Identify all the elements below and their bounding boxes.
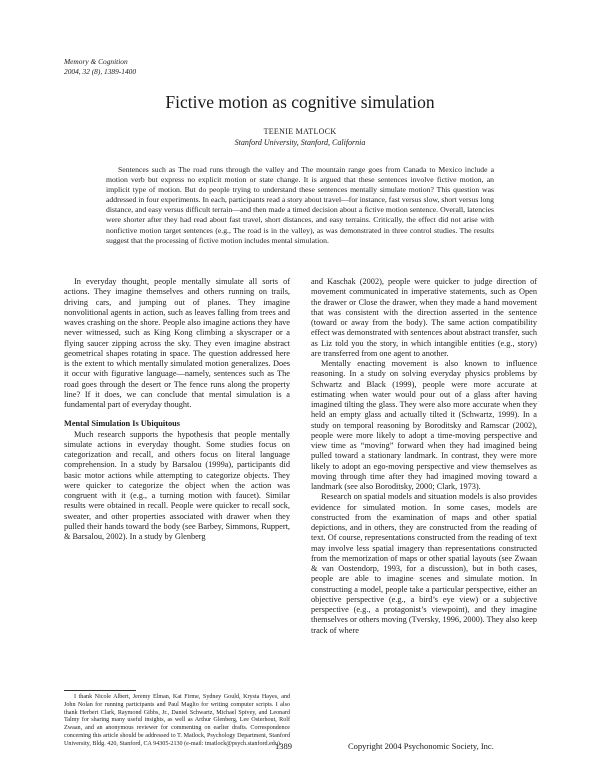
journal-header <box>64 57 136 76</box>
left-column <box>64 277 290 542</box>
intro-paragraph: In everyday thought, people mentally simulate all sorts of actions. They imagine themselves and others running on trails, driving cars, and jumping out of planes. They imagine nonvolitional agents in action, such as leaves falling from trees and waves crashing on the shore. People also imagine actions they have never witnessed, such as King Kong climbing a skyscraper or a flying saucer zipping across the sky. They even imagine abstract geometrical shapes rotating in space. The question addressed here is the extent to which mentally simulated motion generalizes. Does it occur with figurative language—namely, sentences such as The road goes through the desert or The fence runs along the property line? If it does, we can conclude that mental simulation is a fundamental part of everyday thought. <box>64 277 290 409</box>
author-affiliation: Stanford University, Stanford, California <box>234 138 366 147</box>
acknowledgments-footnote: I thank Nicole Albert, Jeremy Elman, Kat Firme, Sydney Gould, Krysta Hayes, and John Nolan for running participants and Paul Maglio for writing computer scripts. I also thank Herbert Clark, Raymond Gibbs, Jr., Daniel Schwartz, Michael Spivey, and Leonard Talmy for sharing many useful insights, as well as Arthur Glenberg, Lee Osterhout, Rolf Zwaan, and an anonymous reviewer for commenting on earlier drafts. Correspondence concerning this article should be addressed to T. Matlock, Psychology Department, Stanford University, Bldg. 420, Stanford, CA 94305-2130 (e-mail: tmatlock@psych.stanford.edu). <box>64 694 290 747</box>
journal-citation: 2004, 32 (8), 1389-1400 <box>64 66 137 76</box>
body-paragraph: and Kaschak (2002), people were quicker to judge direction of movement communicated in imperative statements, such as Open the drawer or Close the drawer, when they made a hand movement that was consistent with the direction asserted in the sentence (toward or away from the body). The same action compatibility effect was demonstrated with sentences about abstract transfer, such as Liz told you the story, in which intangible entities (e.g., story) are transferred from one agent to another. <box>311 277 537 358</box>
abstract: Sentences such as The road runs through the valley and The mountain range goes from Canada to Mexico include a motion verb but express no explicit motion or state change. It is argued that these sentences involve fictive motion, an implicit type of motion. But do people trying to understand these sentences mentally simulate motion? This question was addressed in four experiments. In each, participants read a story about travel—for instance, fast versus slow, short versus long distance, and easy versus difficult terrain—and then made a timed decision about a fictive motion sentence. Overall, latencies were shorter after they had read about fast travel, short distances, and easy terrains. Critically, the effect did not arise with nonfictive motion target sentences (e.g., The road is in the valley), as was demonstrated in three control studies. The results suggest that the processing of fictive motion includes mental simulation. <box>106 164 494 245</box>
author-name: TEENIE MATLOCK <box>263 127 337 136</box>
section-heading: Mental Simulation Is Ubiquitous <box>64 419 180 429</box>
page-number: 1389 <box>275 741 292 751</box>
footnote-rule <box>64 690 136 691</box>
copyright-notice: Copyright 2004 Psychonomic Society, Inc. <box>348 741 494 751</box>
body-paragraph: Research on spatial models and situation models is also provides evidence for simulated motion. In some cases, models are constructed from the examination of maps and other spatial depictions, and in others, they are constructed from the reading of text. Of course, representations constructed from the reading of text may involve less spatial imagery than representations constructed from the memorization of maps or other spatial layouts (see Zwaan & van Oostendorp, 1993, for a discussion), but in both cases, people are able to imagine scenes and simulate motion. In constructing a model, people take a particular perspective, either an objective perspective (e.g., a bird’s eye view) or a subjective perspective (e.g., a protagonist’s viewpoint), and they imagine themselves or others moving (Tversky, 1996, 2000). They also keep track of where <box>311 492 537 635</box>
body-paragraph: Mentally enacting movement is also known to influence reasoning. In a study on solving everyday physics problems by Schwartz and Black (1999), people were more accurate at estimating when water would pour out of a glass after having imagined tilting the glass. They were also more accurate when they held an empty glass and actually tilted it (Schwartz, 1999). In a study on temporal reasoning by Boroditsky and Ramscar (2002), people were more likely to adopt a time-moving perspective and view time as “moving” forward when they had imagined being pulled toward a stationary landmark. In contrast, they were more likely to adopt an ego-moving perspective and view themselves as moving through time after they had imagined moving toward a landmark (see also Boroditsky, 2000; Clark, 1973). <box>311 359 537 491</box>
body-paragraph: Much research supports the hypothesis that people mentally simulate actions in everyday thought. Some studies focus on categorization and recall, and others focus on literal language comprehension. In a study by Barsalou (1999a), participants did basic motor actions while attempting to categorize objects. They were quicker to categorize the object when the action was congruent with it (e.g., a turning motion with faucet). Similar results were obtained in recall. People were quicker to recall sock, sweater, and other properties associated with drawer when they pulled their hands toward the body (see Barbey, Simmons, Ruppert, & Barsalou, 2002). In a study by Glenberg <box>64 429 290 541</box>
article-title: Fictive motion as cognitive simulation <box>165 92 435 112</box>
journal-name: Memory & Cognition <box>64 57 128 66</box>
right-column <box>311 277 537 636</box>
